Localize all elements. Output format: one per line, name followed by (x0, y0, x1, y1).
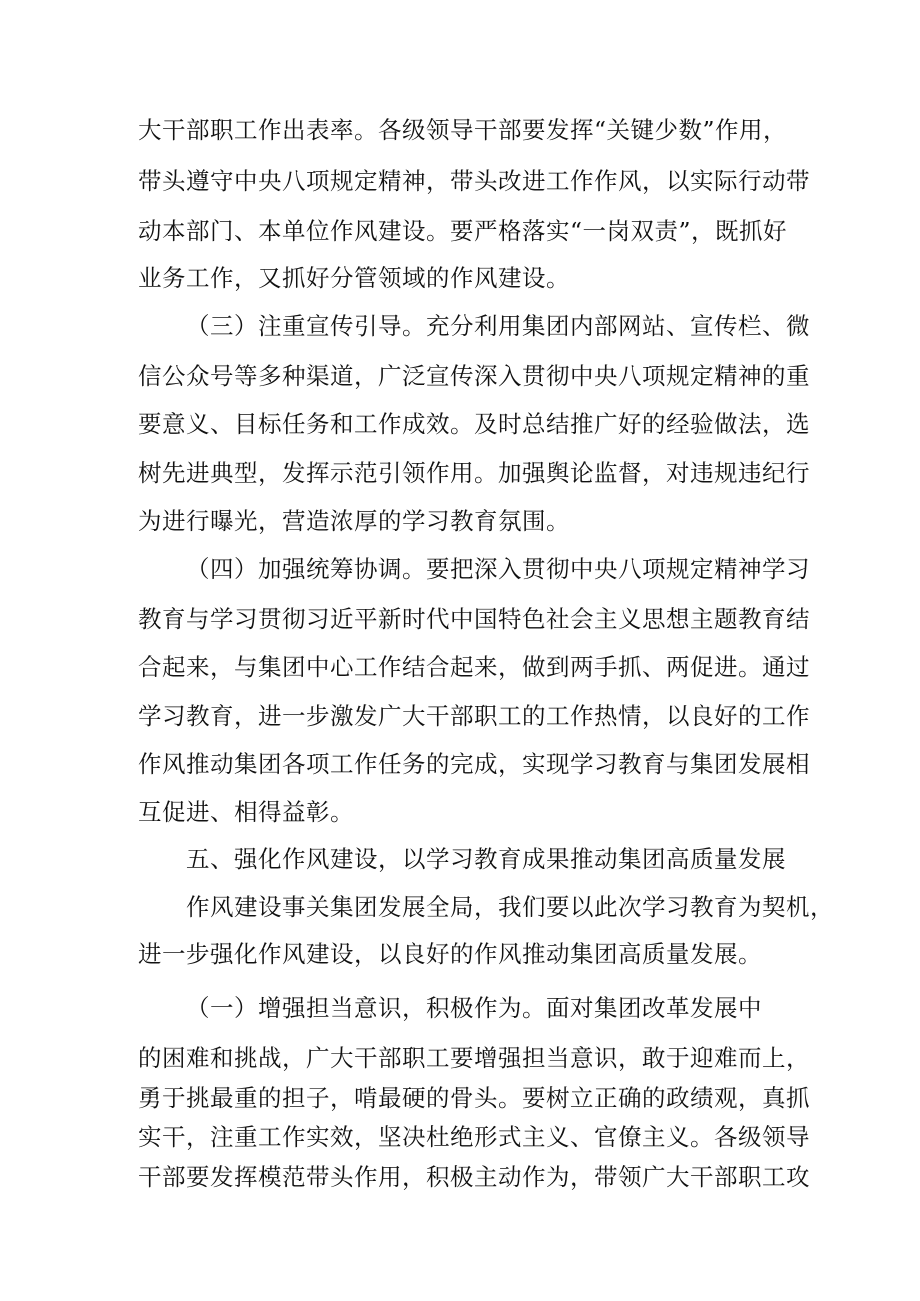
paragraph-heading-3: （三）注重宣传引导。充分利用集团内部网站、宣传栏、微 (186, 312, 810, 340)
text-line: 动本部门、本单位作风建设。要严格落实“一岗双责”，既抓好 (138, 217, 788, 245)
text-line: 学习教育，进一步激发广大干部职工的工作热情，以良好的工作 (138, 702, 810, 730)
text-line: 的困难和挑战，广大干部职工要增强担当意识，敢于迎难而上， (138, 1044, 810, 1072)
text-line: 信公众号等多种渠道，广泛宣传深入贯彻中央八项规定精神的重 (138, 362, 810, 390)
text-line: 树先进典型，发挥示范引领作用。加强舆论监督，对违规违纪行 (138, 459, 810, 487)
paragraph-heading-4: （四）加强统筹协调。要把深入贯彻中央八项规定精神学习 (186, 555, 810, 583)
text-line: 为进行曝光，营造浓厚的学习教育氛围。 (138, 507, 570, 535)
paragraph-heading-1: （一）增强担当意识，积极作为。面对集团改革发展中 (186, 994, 762, 1022)
text-line: 进一步强化作风建设，以良好的作风推动集团高质量发展。 (138, 940, 762, 968)
text-line: 作风推动集团各项工作任务的完成，实现学习教育与集团发展相 (138, 750, 810, 778)
text-line: 要意义、目标任务和工作成效。及时总结推广好的经验做法，选 (138, 410, 810, 438)
text-line: 作风建设事关集团发展全局，我们要以此次学习教育为契机， (186, 893, 834, 921)
text-line: 教育与学习贯彻习近平新时代中国特色社会主义思想主题教育结 (138, 605, 810, 633)
text-line: 合起来，与集团中心工作结合起来，做到两手抓、两促进。通过 (138, 653, 810, 681)
text-line: 带头遵守中央八项规定精神，带头改进工作作风，以实际行动带 (138, 167, 810, 195)
text-line: 干部要发挥模范带头作用，积极主动作为，带领广大干部职工攻 (138, 1163, 810, 1191)
section-heading-5: 五、强化作风建设，以学习教育成果推动集团高质量发展 (186, 845, 786, 873)
text-line: 大干部职工作出表率。各级领导干部要发挥“关键少数”作用， (138, 116, 788, 144)
text-line: 业务工作，又抓好分管领域的作风建设。 (138, 264, 570, 292)
text-line: 互促进、相得益彰。 (138, 798, 354, 826)
text-line: 实干，注重工作实效，坚决杜绝形式主义、官僚主义。各级领导 (138, 1123, 810, 1151)
text-line: 勇于挑最重的担子，啃最硬的骨头。要树立正确的政绩观，真抓 (138, 1084, 810, 1112)
